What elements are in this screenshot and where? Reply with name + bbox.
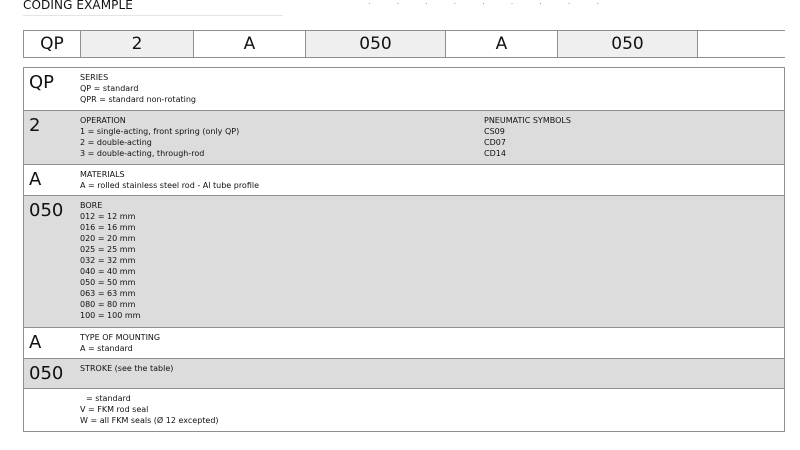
option-line: A = rolled stainless steel rod - Al tube profile <box>80 181 260 190</box>
section-code: A <box>29 332 42 353</box>
section-body <box>80 389 784 431</box>
code-stroke: 050 <box>558 31 698 57</box>
option-line: 012 = 12 mm <box>80 212 136 221</box>
code-seals <box>698 31 785 57</box>
section-code: QP <box>29 72 55 93</box>
option-line: 1 = single-acting, front spring (only QP) <box>80 127 240 136</box>
section-mounting <box>24 328 784 359</box>
section-operation <box>24 111 784 165</box>
section-code: 2 <box>29 115 41 136</box>
section-code <box>24 389 80 431</box>
section-title: SERIES <box>80 73 109 82</box>
section-code: A <box>29 169 42 190</box>
section-stroke <box>24 359 784 389</box>
symbol-code: CD14 <box>484 149 506 158</box>
option-line: 063 = 63 mm <box>80 289 136 298</box>
section-body <box>80 359 784 388</box>
section-code: 050 <box>29 200 64 221</box>
section-body <box>80 328 784 358</box>
option-line: 025 = 25 mm <box>80 245 136 254</box>
heading-divider <box>23 15 283 16</box>
option-line: 3 = double-acting, through-rod <box>80 149 205 158</box>
code-bore: 050 <box>306 31 446 57</box>
code-operation: 2 <box>81 31 194 57</box>
section-code: 050 <box>29 363 64 384</box>
option-line: 2 = double-acting <box>80 138 152 147</box>
code-materials: A <box>194 31 306 57</box>
option-line: V = FKM rod seal <box>80 405 149 414</box>
option-line: 080 = 80 mm <box>80 300 136 309</box>
option-line: 032 = 32 mm <box>80 256 136 265</box>
section-title: BORE <box>80 201 103 210</box>
pneumatic-symbols <box>484 115 571 159</box>
section-series <box>24 68 784 111</box>
option-line: 040 = 40 mm <box>80 267 136 276</box>
option-line: 016 = 16 mm <box>80 223 136 232</box>
code-series: QP <box>23 31 81 57</box>
section-title: OPERATION <box>80 116 126 125</box>
option-line: = standard <box>86 394 131 403</box>
option-line: QP = standard <box>80 84 139 93</box>
code-mounting: A <box>446 31 558 57</box>
option-line: W = all FKM seals (Ø 12 excepted) <box>80 416 219 425</box>
section-bore <box>24 196 784 328</box>
option-line: QPR = standard non-rotating <box>80 95 196 104</box>
section-title: TYPE OF MOUNTING <box>80 333 161 342</box>
option-line: 050 = 50 mm <box>80 278 136 287</box>
section-materials <box>24 165 784 196</box>
specification-table <box>23 67 785 432</box>
page-heading: CODING EXAMPLE <box>23 0 133 12</box>
coding-example-row <box>23 30 785 58</box>
section-title: MATERIALS <box>80 170 125 179</box>
option-line: 100 = 100 mm <box>80 311 141 320</box>
symbol-code: CD07 <box>484 138 506 147</box>
section-title: STROKE (see the table) <box>80 364 174 373</box>
section-seals <box>24 389 784 431</box>
symbol-code: CS09 <box>484 127 505 136</box>
section-body <box>80 196 784 327</box>
option-line: A = standard <box>80 344 133 353</box>
section-body <box>80 68 784 110</box>
option-line: 020 = 20 mm <box>80 234 136 243</box>
top-marks: ......... <box>368 0 625 6</box>
section-body <box>80 111 784 164</box>
section-body <box>80 165 784 195</box>
symbols-title: PNEUMATIC SYMBOLS <box>484 116 571 125</box>
